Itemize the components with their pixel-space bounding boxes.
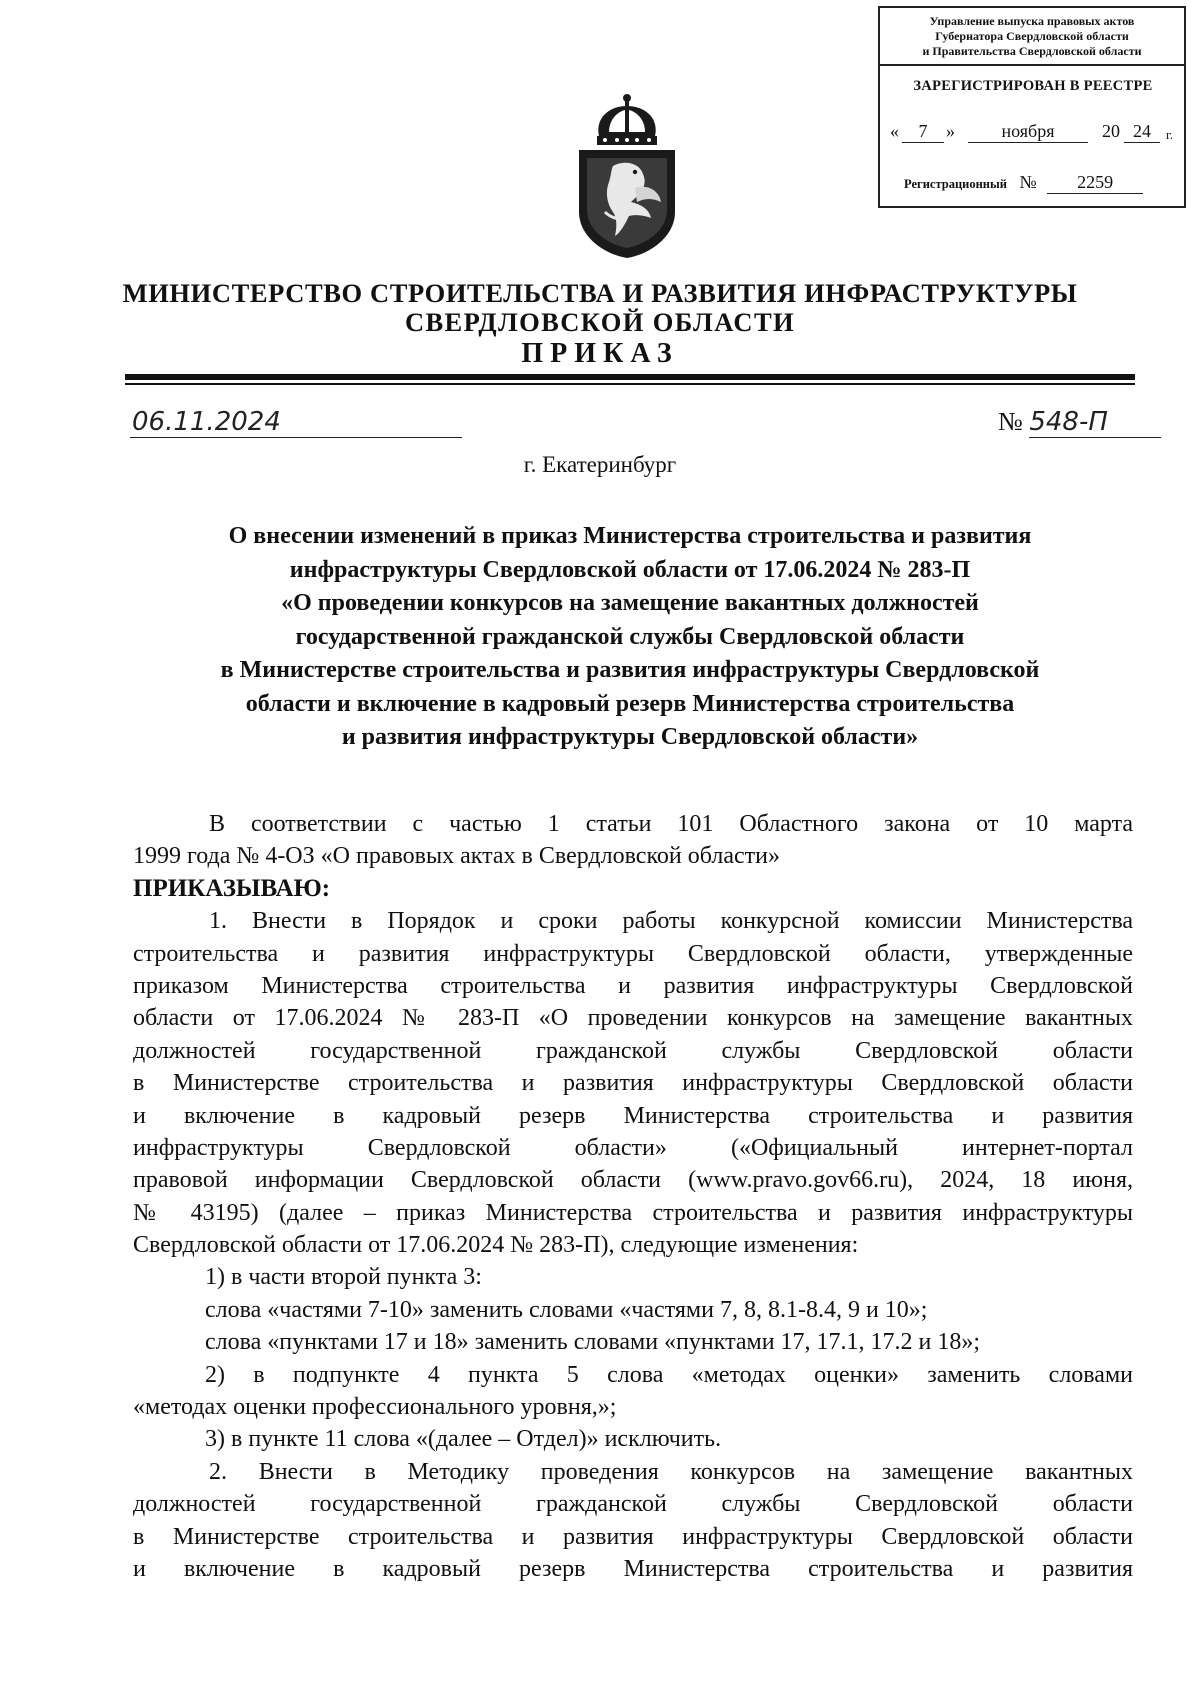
- title-line: области и включение в кадровый резерв Министерства строительства: [245, 690, 1015, 717]
- stamp-close-quote: »: [946, 121, 955, 141]
- paragraph1-line: должностей государственной гражданской службы Свердловской области: [133, 1037, 1133, 1064]
- stamp-reg-number: 2259: [1047, 172, 1143, 194]
- item1: 1) в части второй пункта 3:: [205, 1264, 482, 1291]
- document-body: [133, 808, 1133, 1585]
- ministry-name-line2: СВЕРДЛОВСКОЙ ОБЛАСТИ: [404, 307, 796, 337]
- paragraph1-line: Свердловской области от 17.06.2024 № 283-П), следующие изменения:: [133, 1232, 859, 1259]
- stamp-year-suffix: 24: [1124, 121, 1160, 143]
- document-number: 548-П: [1029, 407, 1161, 438]
- preamble-line: 1999 года № 4-ОЗ «О правовых актах в Свердловской области»: [133, 843, 780, 870]
- stamp-month: ноября: [968, 121, 1088, 143]
- paragraph1-line: приказом Министерства строительства и развития инфраструктуры Свердловской: [133, 972, 1133, 999]
- stamp-office-line: Губернатора Свердловской области: [935, 29, 1129, 43]
- paragraph2-line: и включение в кадровый резерв Министерства строительства и развития: [133, 1555, 1133, 1582]
- stamp-office: [880, 8, 1184, 66]
- paragraph1-line: строительства и развития инфраструктуры Свердловской области, утвержденные: [133, 940, 1133, 967]
- paragraph1-line: инфраструктуры Свердловской области» («Официальный интернет-портал: [133, 1134, 1133, 1161]
- coat-of-arms-emblem: [565, 92, 689, 260]
- header-rule-thick: [125, 374, 1135, 380]
- stamp-registered-label: ЗАРЕГИСТРИРОВАН В РЕЕСТРЕ: [913, 78, 1153, 94]
- stamp-date: [888, 121, 1184, 145]
- stamp-office-line: Управление выпуска правовых актов: [929, 14, 1135, 28]
- paragraph1-line: правовой информации Свердловской области (www.pravo.gov66.ru), 2024, 18 июня,: [133, 1167, 1133, 1194]
- item1-change-b: слова «пунктами 17 и 18» заменить словами «пунктами 17, 17.1, 17.2 и 18»;: [205, 1329, 981, 1356]
- order-word: ПРИКАЗЫВАЮ:: [133, 874, 331, 902]
- stamp-year-mark: г.: [1166, 127, 1174, 142]
- paragraph2-line: в Министерстве строительства и развития инфраструктуры Свердловской области: [133, 1523, 1133, 1550]
- title-line: инфраструктуры Свердловской области от 17.06.2024 № 283-П: [289, 556, 971, 583]
- ministry-name-line1: МИНИСТЕРСТВО СТРОИТЕЛЬСТВА И РАЗВИТИЯ ИНФРАСТРУКТУРЫ: [122, 278, 1078, 308]
- stamp-office-line: и Правительства Свердловской области: [922, 44, 1142, 58]
- paragraph2-line: должностей государственной гражданской службы Свердловской области: [133, 1491, 1133, 1518]
- title-line: О внесении изменений в приказ Министерства строительства и развития: [228, 523, 1032, 549]
- document-title: [120, 520, 1140, 755]
- title-line: в Министерстве строительства и развития инфраструктуры Свердловской: [220, 657, 1040, 683]
- paragraph1-line: 1. Внести в Порядок и сроки работы конкурсной комиссии Министерства: [209, 908, 1133, 935]
- item1-change-a: слова «частями 7-10» заменить словами «частями 7, 8, 8.1-8.4, 9 и 10»;: [205, 1296, 928, 1323]
- document-date: 06.11.2024: [130, 407, 462, 438]
- stamp-open-quote: «: [890, 121, 899, 141]
- paragraph1-line: и включение в кадровый резерв Министерства строительства и развития: [133, 1102, 1133, 1129]
- preamble-line: В соответствии с частью 1 статьи 101 Областного закона от 10 марта: [209, 811, 1133, 837]
- paragraph1-line: в Министерстве строительства и развития инфраструктуры Свердловской области: [133, 1070, 1133, 1097]
- item2-line: «методах оценки профессионального уровня,»;: [133, 1394, 617, 1421]
- document-type: ПРИКАЗ: [521, 338, 679, 369]
- item3: 3) в пункте 11 слова «(далее – Отдел)» исключить.: [205, 1426, 722, 1453]
- stamp-day: 7: [902, 121, 944, 143]
- document-no-sign: №: [998, 407, 1023, 436]
- registration-stamp: [878, 6, 1186, 208]
- city: г. Екатеринбург: [523, 452, 677, 477]
- header-rule-thin: [125, 383, 1135, 385]
- paragraph1-line: № 43195) (далее – приказ Министерства строительства и развития инфраструктуры: [133, 1199, 1133, 1226]
- document-number-row: [998, 407, 1161, 438]
- stamp-year-prefix: 20: [1102, 121, 1120, 141]
- title-line: и развития инфраструктуры Свердловской области»: [341, 724, 919, 750]
- title-line: «О проведении конкурсов на замещение вакантных должностей: [281, 590, 979, 616]
- stamp-reg-label: Регистрационный: [904, 177, 1007, 191]
- title-line: государственной гражданской службы Свердловской области: [295, 623, 965, 650]
- stamp-reg-number-row: [904, 172, 1143, 194]
- item2-line: 2) в подпункте 4 пункта 5 слова «методах оценки» заменить словами: [205, 1361, 1133, 1388]
- paragraph1-line: области от 17.06.2024 № 283-П «О проведении конкурсов на замещение вакантных: [133, 1005, 1133, 1032]
- stamp-no-sign: №: [1019, 172, 1037, 192]
- paragraph2-line: 2. Внести в Методику проведения конкурсов на замещение вакантных: [209, 1458, 1133, 1485]
